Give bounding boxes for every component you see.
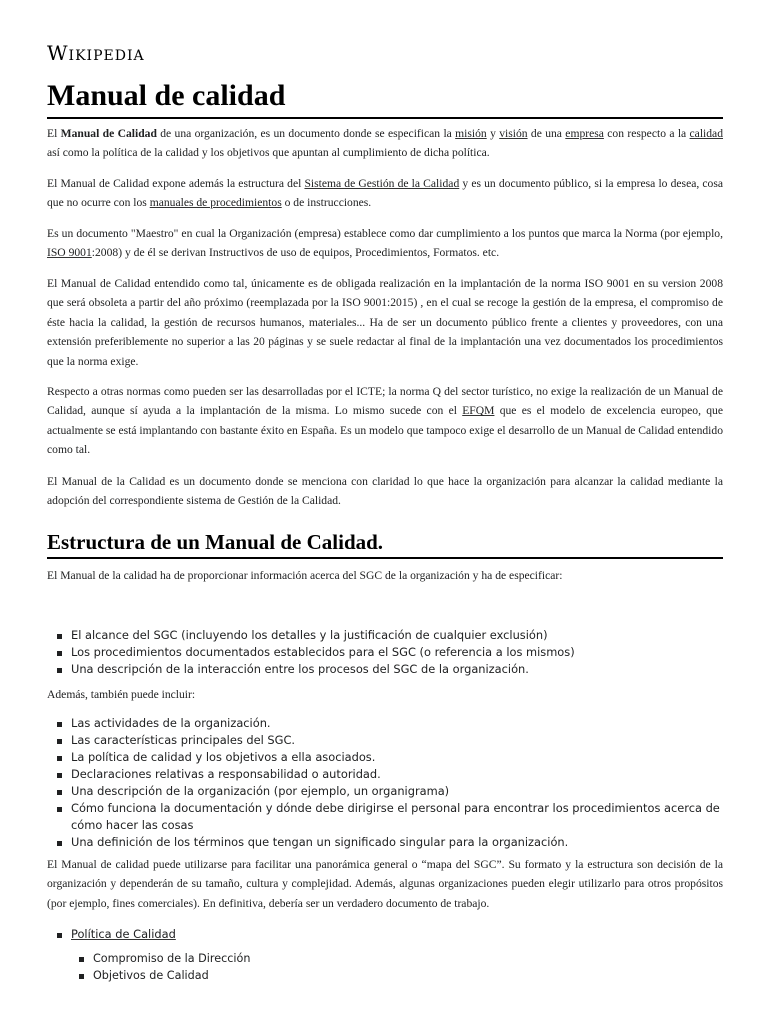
list-item: Una descripción de la organización (por ejemplo, un organigrama): [71, 783, 721, 800]
bullet-icon: [57, 739, 62, 744]
list-item: Una descripción de la interacción entre los procesos del SGC de la organización.: [71, 661, 721, 678]
bullet-icon: [79, 957, 84, 962]
link-iso9001[interactable]: ISO 9001: [47, 246, 92, 260]
list-required: [71, 627, 721, 678]
list-item: Objetivos de Calidad: [93, 967, 250, 984]
list-item: Compromiso de la Dirección: [93, 950, 250, 967]
sub-list: [93, 950, 250, 984]
paragraph-9: El Manual de calidad puede utilizarse para facilitar una panorámica general o “mapa del SGC”. Su formato y la estructura son decisión de la organización y dependerán de su tamaño, cultura y complejidad. Además, algunas organizaciones pueden elegir utilizarlo para otros propósitos (por ejemplo, fines comerciales). En definitiva, debería ser un verdadero documento de trabajo.: [47, 858, 723, 910]
bullet-icon: [57, 756, 62, 761]
bullet-icon: [57, 807, 62, 812]
list-item: El alcance del SGC (incluyendo los detalles y la justificación de cualquier exclusión): [71, 627, 721, 644]
link-mision[interactable]: misión: [455, 127, 487, 140]
bullet-icon: [57, 790, 62, 795]
link-manuales[interactable]: manuales de procedimientos: [149, 196, 282, 210]
link-politica-calidad[interactable]: Política de Calidad: [71, 927, 176, 941]
list-item: Una definición de los términos que tengan un significado singular para la organización.: [71, 834, 721, 851]
bullet-icon: [57, 668, 62, 673]
bullet-icon: [57, 651, 62, 656]
list-item: Las actividades de la organización.: [71, 715, 721, 732]
bullet-icon: [57, 773, 62, 778]
paragraph-2: El Manual de Calidad expone además la estructura del Sistema de Gestión de la Calidad y es un documento público, si la empresa lo desea, cosa que no ocurre con los manuales de procedimientos o de instrucciones.: [47, 177, 723, 210]
link-vision[interactable]: visión: [499, 127, 528, 140]
list-item: Las características principales del SGC.: [71, 732, 721, 749]
link-sgc[interactable]: Sistema de Gestión de la Calidad: [304, 177, 460, 190]
list-optional: [71, 715, 721, 851]
list-toc: [71, 926, 721, 943]
bullet-icon: [57, 722, 62, 727]
list-item: Declaraciones relativas a responsabilidad o autoridad.: [71, 766, 721, 783]
bullet-icon: [57, 933, 62, 938]
list-item: [71, 926, 721, 943]
paragraph-8: Además, también puede incluir:: [47, 688, 196, 701]
paragraph-3: Es un documento "Maestro" en cual la Organización (empresa) establece como dar cumplimiento a los puntos que marca la Norma (por ejemplo, ISO 9001:2008) y de él se derivan Instructivos de uso de equipos, Procedimientos, Formatos. etc.: [47, 227, 723, 260]
bullet-icon: [79, 974, 84, 979]
link-empresa[interactable]: empresa: [565, 127, 604, 140]
wikipedia-logo[interactable]: Wikipedia: [47, 41, 145, 65]
paragraph-4: El Manual de Calidad entendido como tal, únicamente es de obligada realización en la implantación de la norma ISO 9001 en su version 2008 que será obsoleta a partir del año próximo (reemplazada por la ISO 9001:2015) , en el cual se recoge la gestión de la empresa, el compromiso de éste hacia la calidad, la gestión de recursos humanos, materiales... Ha de ser un documento público frente a clientes y proveedores, con una extensión preferiblemente no superior a las 20 páginas y se suele redactar al final de la implantación una vez documentados los procedimientos que la norma exige.: [47, 277, 723, 368]
link-efqm[interactable]: EFQM: [462, 404, 495, 418]
list-item: La política de calidad y los objetivos a ella asociados.: [71, 749, 721, 766]
bullet-icon: [57, 841, 62, 846]
list-item: Cómo funciona la documentación y dónde debe dirigirse el personal para encontrar los procedimientos acerca de cómo hacer las cosas: [71, 800, 721, 834]
page-title: Manual de calidad: [47, 76, 723, 119]
paragraph-intro: El Manual de Calidad de una organización, es un documento donde se especifican la misión y visión de una empresa con respecto a la calidad así como la política de la calidad y los objetivos que apuntan al cumplimiento de dicha política.: [47, 127, 724, 160]
paragraph-5: Respecto a otras normas como pueden ser las desarrolladas por el ICTE; la norma Q del sector turístico, no exige la realización de un Manual de Calidad, aunque sí ayuda a la implantación de la misma. Lo mismo sucede con el EFQM que es el modelo de excelencia europeo, que actualmente se está implantando con bastante éxito en España. Es un modelo que tampoco exige el desarrollo de un Manual de Calidad entendido como tal.: [47, 385, 723, 457]
section-heading: Estructura de un Manual de Calidad.: [47, 528, 723, 559]
bullet-icon: [57, 634, 62, 639]
paragraph-7: El Manual de la calidad ha de proporcionar información acerca del SGC de la organización y ha de especificar:: [47, 569, 563, 582]
paragraph-6: El Manual de la Calidad es un documento donde se menciona con claridad lo que hace la organización para alcanzar la calidad mediante la adopción del correspondiente sistema de Gestión de la Calidad.: [47, 475, 723, 508]
link-calidad[interactable]: calidad: [689, 127, 724, 140]
list-item: Los procedimientos documentados establecidos para el SGC (o referencia a los mismos): [71, 644, 721, 661]
